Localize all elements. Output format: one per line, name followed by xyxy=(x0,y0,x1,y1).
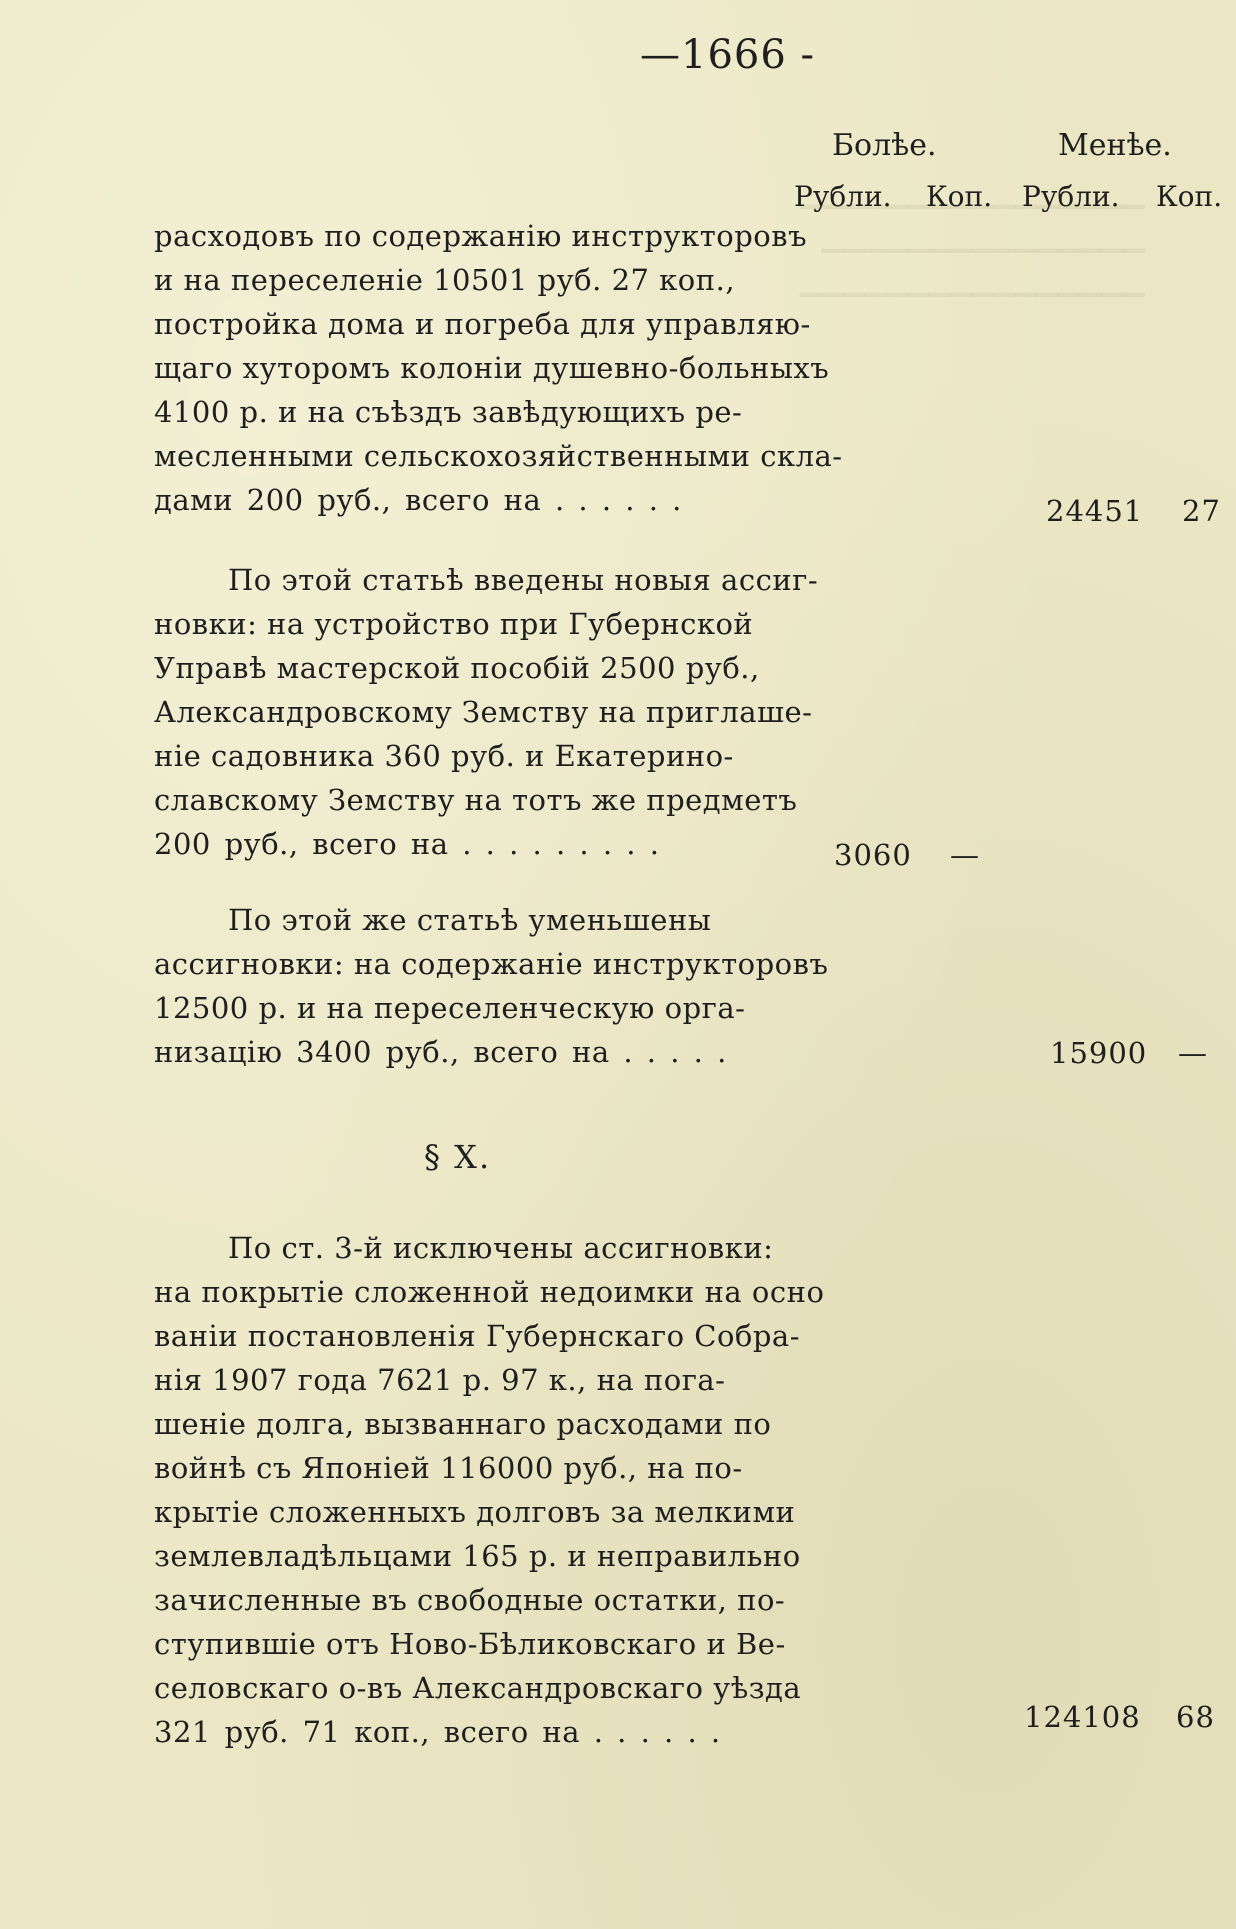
text-line: 321 руб. 71 коп., всего на . . . . . . xyxy=(154,1715,721,1749)
column-subheader-less-rubles: Рубли. xyxy=(1022,180,1120,213)
text-line: По ст. 3-й исключены ассигновки: xyxy=(228,1231,774,1265)
column-header-more: Болѣе. xyxy=(832,128,937,163)
amount-less-rubles: 24451 xyxy=(1046,494,1144,528)
text-line: шеніе долга, вызваннаго расходами по xyxy=(154,1407,772,1441)
text-line: крытіе сложенныхъ долговъ за мелкими xyxy=(154,1495,796,1529)
text-line: низацію 3400 руб., всего на . . . . . xyxy=(154,1035,727,1069)
paragraph-4 xyxy=(154,1226,825,1754)
text-line: новки: на устройство при Губернской xyxy=(154,607,754,641)
text-line: постройка дома и погреба для управляю- xyxy=(154,307,811,341)
amount-less-rubles: 124108 xyxy=(1024,1700,1141,1734)
text-line: ассигновки: на содержаніе инструкторовъ xyxy=(154,947,829,981)
text-line: нія 1907 года 7621 р. 97 к., на пога- xyxy=(154,1363,726,1397)
text-line: на покрытіе сложенной недоимки на осно xyxy=(154,1275,825,1309)
text-line: Александровскому Земству на приглаше- xyxy=(154,695,813,729)
text-line: 4100 р. и на съѣздъ завѣдующихъ ре- xyxy=(154,395,743,429)
amount-less-rubles: 15900 xyxy=(1050,1036,1148,1070)
paragraph-3 xyxy=(154,898,829,1074)
text-line: По этой статьѣ введены новыя ассиг- xyxy=(228,563,819,597)
column-subheader-less-kopecks: Коп. xyxy=(1156,180,1223,213)
text-line: ваніи постановленія Губернскаго Собра- xyxy=(154,1319,801,1353)
text-line: месленными сельскохозяйственными скла- xyxy=(154,439,843,473)
text-line: щаго хуторомъ колоніи душевно-больныхъ xyxy=(154,351,830,385)
text-line: дами 200 руб., всего на . . . . . . xyxy=(154,483,682,517)
amount-more-kopecks: — xyxy=(950,838,980,872)
column-subheader-more-rubles: Рубли. xyxy=(794,180,892,213)
text-line: ступившіе отъ Ново-Бѣликовскаго и Ве- xyxy=(154,1627,786,1661)
text-line: славскому Земству на тотъ же предметъ xyxy=(154,783,798,817)
text-line: По этой же статьѣ уменьшены xyxy=(228,903,712,937)
text-line: землевладѣльцами 165 р. и неправильно xyxy=(154,1539,801,1573)
text-line: селовскаго о-въ Александровскаго уѣзда xyxy=(154,1671,802,1705)
amount-less-kopecks: 27 xyxy=(1182,494,1221,528)
section-title: § X. xyxy=(424,1138,492,1176)
amount-more-rubles: 3060 xyxy=(834,838,912,872)
text-line: зачисленные въ свободные остатки, по- xyxy=(154,1583,786,1617)
column-header-less: Менѣе. xyxy=(1058,128,1172,163)
amount-less-kopecks: — xyxy=(1178,1036,1208,1070)
text-line: 12500 р. и на переселенческую орга- xyxy=(154,991,746,1025)
amount-less-kopecks: 68 xyxy=(1176,1700,1215,1734)
text-line: расходовъ по содержанію инструкторовъ xyxy=(154,219,808,253)
text-line: ніе садовника 360 руб. и Екатерино- xyxy=(154,739,734,773)
paragraph-2 xyxy=(154,558,819,866)
text-line: войнѣ съ Японіей 116000 руб., на по- xyxy=(154,1451,743,1485)
page-number: —1666 - xyxy=(640,32,816,78)
text-line: и на переселеніе 10501 руб. 27 коп., xyxy=(154,263,736,297)
bleed-through-texture: ▔▔▔▔▔▔▔▔▔▔▔▔▔▔▔▔ ▔▔▔▔▔▔▔▔▔▔▔▔▔▔▔ ▔▔▔▔▔▔▔▔▔▔▔▔▔▔▔▔ xyxy=(800,205,1145,326)
paragraph-1 xyxy=(154,214,843,522)
text-line: 200 руб., всего на . . . . . . . . . xyxy=(154,827,660,861)
column-subheader-more-kopecks: Коп. xyxy=(926,180,993,213)
text-line: Управѣ мастерской пособій 2500 руб., xyxy=(154,651,760,685)
